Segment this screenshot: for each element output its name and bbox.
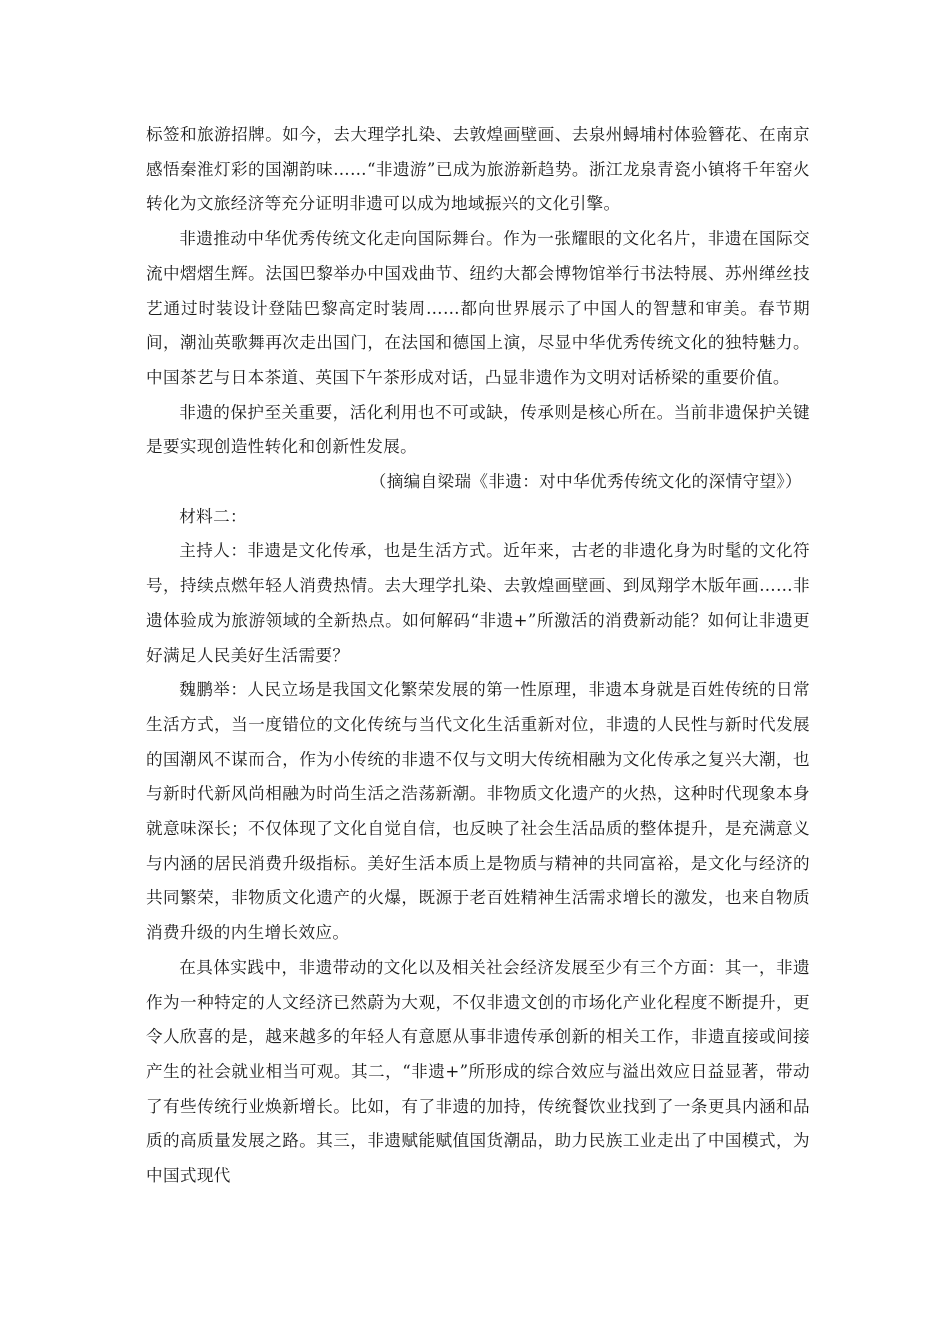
paragraph-intangible-heritage-tourism: 标签和旅游招牌。如今，去大理学扎染、去敦煌画壁画、去泉州蟳埔村体验簪花、在南京感悟秦淮灯彩的国潮韵味……“非遗游”已成为旅游新趋势。浙江龙泉青瓷小镇将千年窑火转化为文旅经济等充分证明非遗可以成为地域振兴的文化引擎。 bbox=[146, 125, 810, 214]
section-heading-material-two: 材料二： bbox=[179, 506, 247, 526]
paragraph-protection-key: 非遗的保护至关重要，活化利用也不可或缺，传承则是核心所在。当前非遗保护关键是要实现创造性转化和创新性发展。 bbox=[146, 402, 810, 457]
paragraph-wei-pengju-answer: 魏鹏举：人民立场是我国文化繁荣发展的第一性原理，非遗本身就是百姓传统的日常生活方式，当一度错位的文化传统与当代文化生活重新对位，非遗的人民性与新时代发展的国潮风不谋而合，作为小传统的非遗不仅与文明大传统相融为文化传承之复兴大潮，也与新时代新风尚相融为时尚生活之浩荡新潮。非物质文化遗产的火热，这种时代现象本身就意味深长；不仅体现了文化自觉自信，也反映了社会生活品质的整体提升，是充满意义与内涵的居民消费升级指标。美好生活本质上是物质与精神的共同富裕，是文化与经济的共同繁荣，非物质文化遗产的火爆，既源于老百姓精神生活需求增长的激发，也来自物质消费升级的内生增长效应。 bbox=[146, 680, 810, 943]
paragraph-host-question: 主持人：非遗是文化传承，也是生活方式。近年来，古老的非遗化身为时髦的文化符号，持续点燃年轻人消费热情。去大理学扎染、去敦煌画壁画、到凤翔学木版年画……非遗体验成为旅游领域的全新热点。如何解码“非遗+”所激活的消费新动能？如何让非遗更好满足人民美好生活需要？ bbox=[146, 541, 810, 665]
document-page bbox=[146, 118, 810, 1194]
paragraph-practice-three-aspects: 在具体实践中，非遗带动的文化以及相关社会经济发展至少有三个方面：其一，非遗作为一种特定的人文经济已然蔚为大观，不仅非遗文创的市场化产业化程度不断提升，更令人欣喜的是，越来越多的年轻人有意愿从事非遗传承创新的相关工作，非遗直接或间接产生的社会就业相当可观。其二，“非遗+”所形成的综合效应与溢出效应日益显著，带动了有些传统行业焕新增长。比如，有了非遗的加持，传统餐饮业找到了一条更具内涵和品质的高质量发展之路。其三，非遗赋能赋值国货潮品，助力民族工业走出了中国模式，为中国式现代 bbox=[146, 957, 810, 1186]
source-citation: （摘编自梁瑞《非遗：对中华优秀传统文化的深情守望》） bbox=[369, 472, 802, 492]
paragraph-international-stage: 非遗推动中华优秀传统文化走向国际舞台。作为一张耀眼的文化名片，非遗在国际交流中熠熠生辉。法国巴黎举办中国戏曲节、纽约大都会博物馆举行书法特展、苏州缂丝技艺通过时装设计登陆巴黎高定时装周……都向世界展示了中国人的智慧和审美。春节期间，潮汕英歌舞再次走出国门，在法国和德国上演，尽显中华优秀传统文化的独特魅力。中国茶艺与日本茶道、英国下午茶形成对话，凸显非遗作为文明对话桥梁的重要价值。 bbox=[146, 229, 810, 387]
